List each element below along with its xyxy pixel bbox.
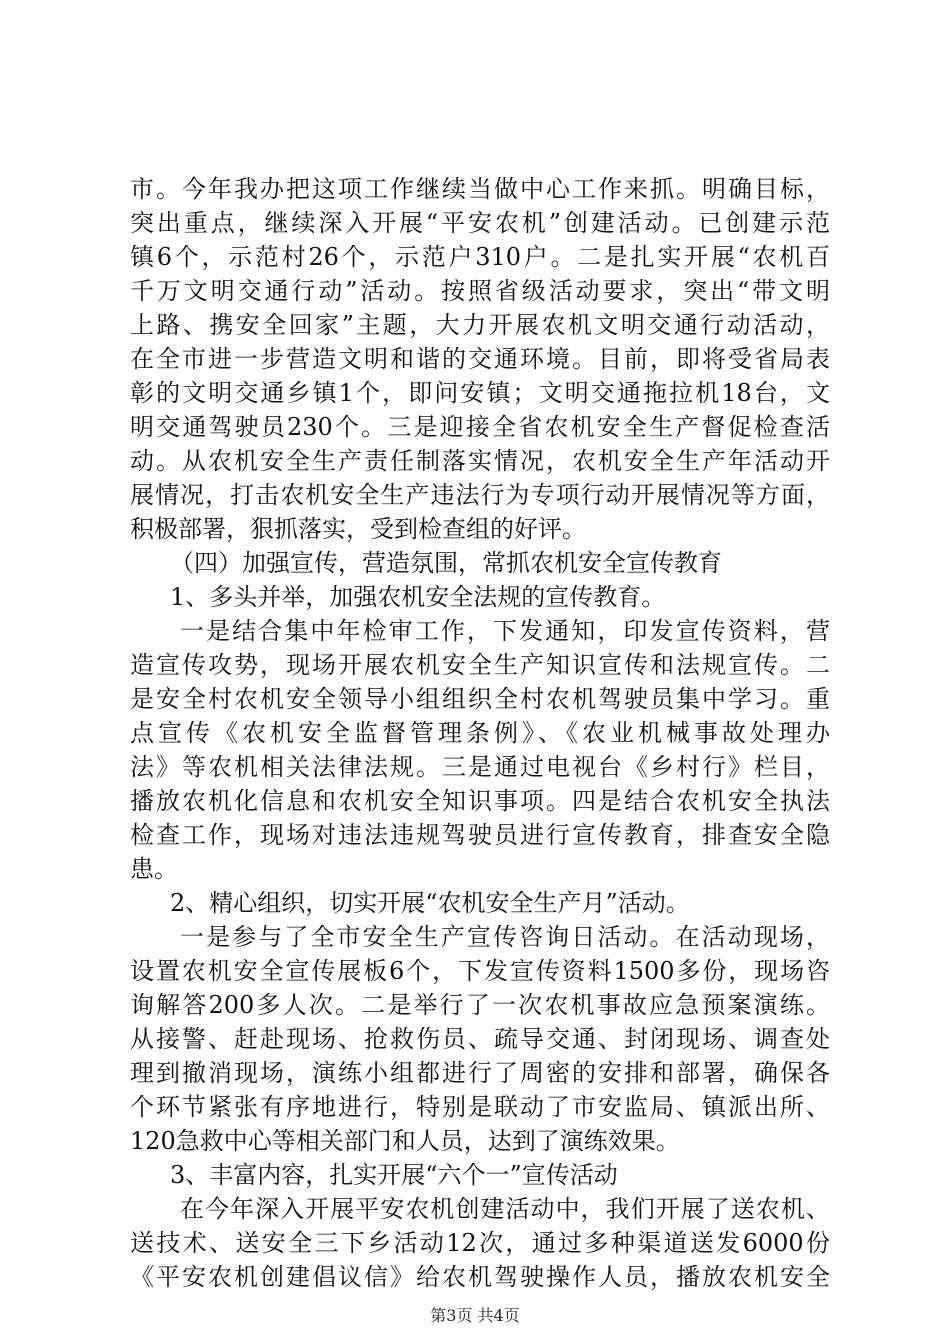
body-line: 从接警、赶赴现场、抢救伤员、疏导交通、封闭现场、调查处 bbox=[130, 1025, 830, 1053]
body-line: 设置农机安全宣传展板6个，下发宣传资料1500多份，现场咨 bbox=[130, 957, 830, 985]
body-line: 《平安农机创建倡议信》给农机驾驶操作人员，播放农机安全 bbox=[130, 1263, 830, 1291]
body-line: 突出重点，继续深入开展“平安农机”创建活动。已创建示范 bbox=[130, 209, 830, 237]
body-line: 是安全村农机安全领导小组组织全村农机驾驶员集中学习。重 bbox=[130, 685, 830, 713]
body-line: 展情况，打击农机安全生产违法行为专项行动开展情况等方面， bbox=[130, 481, 830, 509]
body-line: 千万文明交通行动”活动。按照省级活动要求，突出“带文明 bbox=[130, 277, 830, 305]
body-line: 在今年深入开展平安农机创建活动中，我们开展了送农机、 bbox=[180, 1195, 830, 1223]
body-line: 镇6个，示范村26个，示范户310户。二是扎实开展“农机百 bbox=[130, 243, 830, 271]
body-line: 检查工作，现场对违法违规驾驶员进行宣传教育，排查安全隐 bbox=[130, 821, 830, 849]
body-line: 动。从农机安全生产责任制落实情况，农机安全生产年活动开 bbox=[130, 447, 830, 475]
body-line: 造宣传攻势，现场开展农机安全生产知识宣传和法规宣传。二 bbox=[130, 651, 830, 679]
body-line: 播放农机化信息和农机安全知识事项。四是结合农机安全执法 bbox=[130, 787, 830, 815]
body-line: 120急救中心等相关部门和人员，达到了演练效果。 bbox=[130, 1127, 680, 1155]
body-line: 送技术、送安全三下乡活动12次，通过多种渠道送发6000份 bbox=[130, 1229, 830, 1257]
body-line: 彰的文明交通乡镇1个，即问安镇；文明交通拖拉机18台，文 bbox=[130, 379, 830, 407]
body-line: 积极部署，狠抓落实，受到检查组的好评。 bbox=[130, 515, 586, 543]
body-line: 理到撤消现场，演练小组都进行了周密的安排和部署，确保各 bbox=[130, 1059, 830, 1087]
subsection-heading: 1、多头并举，加强农机安全法规的宣传教育。 bbox=[170, 583, 666, 611]
body-line: 一是参与了全市安全生产宣传咨询日活动。在活动现场， bbox=[180, 923, 830, 951]
body-line: 市。今年我办把这项工作继续当做中心工作来抓。明确目标， bbox=[130, 175, 830, 203]
section-heading: （四）加强宣传，营造氛围，常抓农机安全宣传教育 bbox=[170, 549, 722, 577]
body-line: 患。 bbox=[130, 855, 178, 883]
body-line: 一是结合集中年检审工作，下发通知，印发宣传资料，营 bbox=[180, 617, 830, 645]
subsection-heading: 2、精心组织，切实开展“农机安全生产月”活动。 bbox=[170, 889, 690, 917]
body-line: 上路、携安全回家”主题，大力开展农机文明交通行动活动， bbox=[130, 311, 830, 339]
body-line: 明交通驾驶员230个。三是迎接全省农机安全生产督促检查活 bbox=[130, 413, 830, 441]
body-line: 个环节紧张有序地进行，特别是联动了市安监局、镇派出所、 bbox=[130, 1093, 830, 1121]
body-line: 询解答200多人次。二是举行了一次农机事故应急预案演练。 bbox=[130, 991, 830, 1019]
body-line: 在全市进一步营造文明和谐的交通环境。目前，即将受省局表 bbox=[130, 345, 830, 373]
page-number-footer: 第3页 共4页 bbox=[430, 1306, 520, 1325]
body-line: 点宣传《农机安全监督管理条例》、《农业机械事故处理办 bbox=[130, 719, 830, 747]
body-line: 法》等农机相关法律法规。三是通过电视台《乡村行》栏目， bbox=[130, 753, 830, 781]
subsection-heading: 3、丰富内容，扎实开展“六个一”宣传活动 bbox=[170, 1161, 618, 1189]
